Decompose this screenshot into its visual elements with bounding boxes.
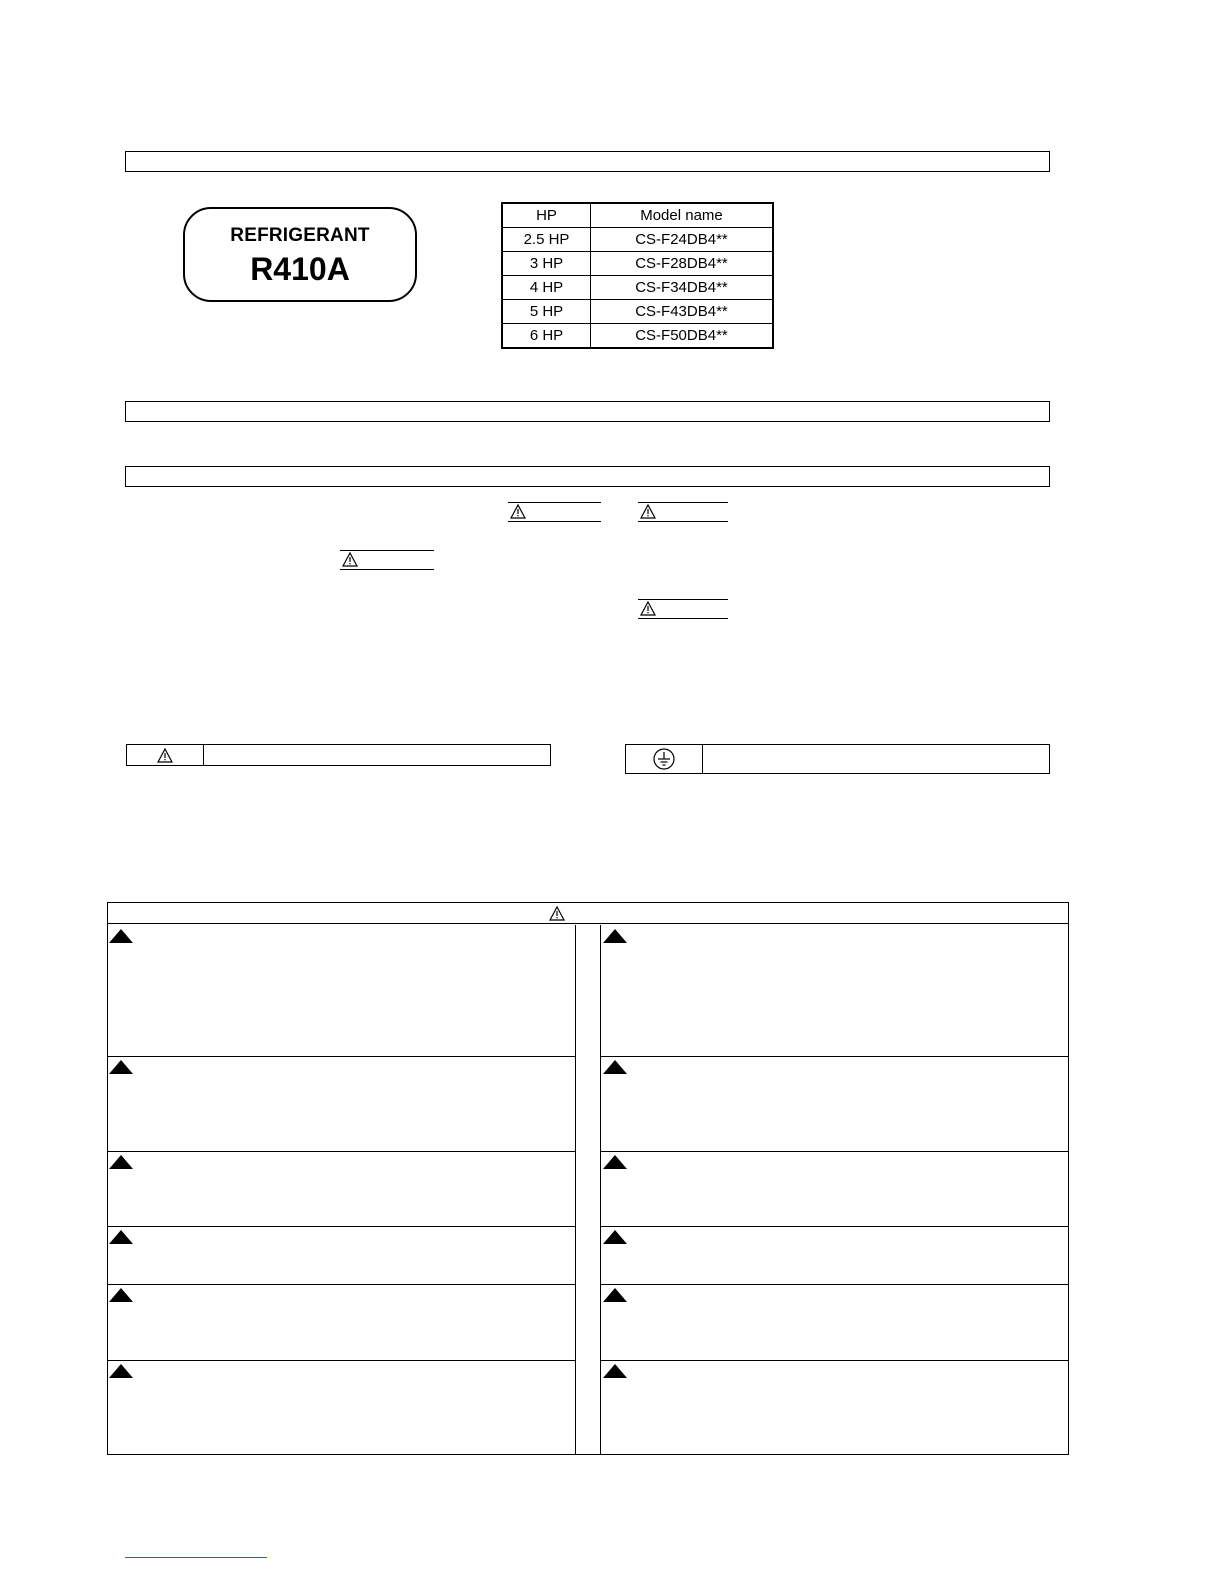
filled-warning-triangle-icon — [109, 929, 133, 943]
table-row — [502, 252, 773, 276]
table-cell-model: CS-F24DB4** — [591, 228, 774, 252]
warning-marker-1 — [508, 502, 601, 522]
table-cell-model: CS-F34DB4** — [591, 276, 774, 300]
legend-ground-symbol-cell — [626, 745, 703, 773]
section-header-bar-2 — [125, 401, 1050, 422]
table-cell-hp: 4 HP — [502, 276, 591, 300]
warning-triangle-icon — [510, 504, 526, 519]
filled-warning-triangle-icon — [603, 1060, 627, 1074]
grid-row-line — [600, 1056, 1068, 1057]
model-table-header-row — [502, 203, 773, 228]
footer-link-underline[interactable] — [125, 1557, 267, 1558]
refrigerant-label-title: REFRIGERANT — [230, 225, 370, 246]
table-row — [502, 324, 773, 349]
table-cell-hp: 3 HP — [502, 252, 591, 276]
caution-grid — [107, 902, 1069, 1455]
table-cell-hp: 5 HP — [502, 300, 591, 324]
warning-marker-2 — [638, 502, 728, 522]
warning-triangle-icon — [549, 906, 565, 921]
filled-warning-triangle-icon — [603, 1230, 627, 1244]
legend-warning-text-cell — [204, 745, 550, 765]
legend-warning-box — [126, 744, 551, 766]
refrigerant-label-type: R410A — [250, 251, 350, 287]
grid-row-line — [600, 1151, 1068, 1152]
grid-row-line — [108, 1151, 575, 1152]
refrigerant-label — [183, 207, 417, 302]
filled-warning-triangle-icon — [603, 1155, 627, 1169]
table-cell-hp: 6 HP — [502, 324, 591, 349]
table-row — [502, 228, 773, 252]
grid-divider-right — [600, 925, 601, 1455]
filled-warning-triangle-icon — [109, 1364, 133, 1378]
filled-warning-triangle-icon — [109, 1060, 133, 1074]
table-row — [502, 300, 773, 324]
legend-warning-symbol-cell — [127, 745, 204, 765]
grid-row-line — [108, 1360, 575, 1361]
grid-row-line — [108, 1056, 575, 1057]
grid-divider-left — [575, 925, 576, 1455]
table-cell-model: CS-F43DB4** — [591, 300, 774, 324]
table-cell-hp: 2.5 HP — [502, 228, 591, 252]
legend-ground-text-cell — [703, 745, 1049, 773]
filled-warning-triangle-icon — [109, 1230, 133, 1244]
filled-warning-triangle-icon — [603, 1288, 627, 1302]
table-row — [502, 276, 773, 300]
grid-row-line — [600, 1226, 1068, 1227]
filled-warning-triangle-icon — [603, 929, 627, 943]
grid-row-line — [108, 1226, 575, 1227]
filled-warning-triangle-icon — [109, 1155, 133, 1169]
model-table — [501, 202, 774, 349]
caution-grid-header — [108, 903, 1068, 924]
warning-marker-3 — [340, 550, 434, 570]
warning-triangle-icon — [640, 601, 656, 616]
legend-ground-box — [625, 744, 1050, 774]
warning-marker-4 — [638, 599, 728, 619]
warning-triangle-icon — [342, 552, 358, 567]
table-header-model-name: Model name — [591, 203, 774, 228]
grid-row-line — [600, 1284, 1068, 1285]
table-header-hp: HP — [502, 203, 591, 228]
section-header-bar-3 — [125, 466, 1050, 487]
grid-row-line — [108, 1284, 575, 1285]
table-cell-model: CS-F50DB4** — [591, 324, 774, 349]
filled-warning-triangle-icon — [109, 1288, 133, 1302]
grid-row-line — [600, 1360, 1068, 1361]
ground-symbol-icon — [653, 748, 675, 770]
filled-warning-triangle-icon — [603, 1364, 627, 1378]
warning-triangle-icon — [640, 504, 656, 519]
section-header-bar-1 — [125, 151, 1050, 172]
warning-triangle-icon — [157, 748, 173, 763]
table-cell-model: CS-F28DB4** — [591, 252, 774, 276]
